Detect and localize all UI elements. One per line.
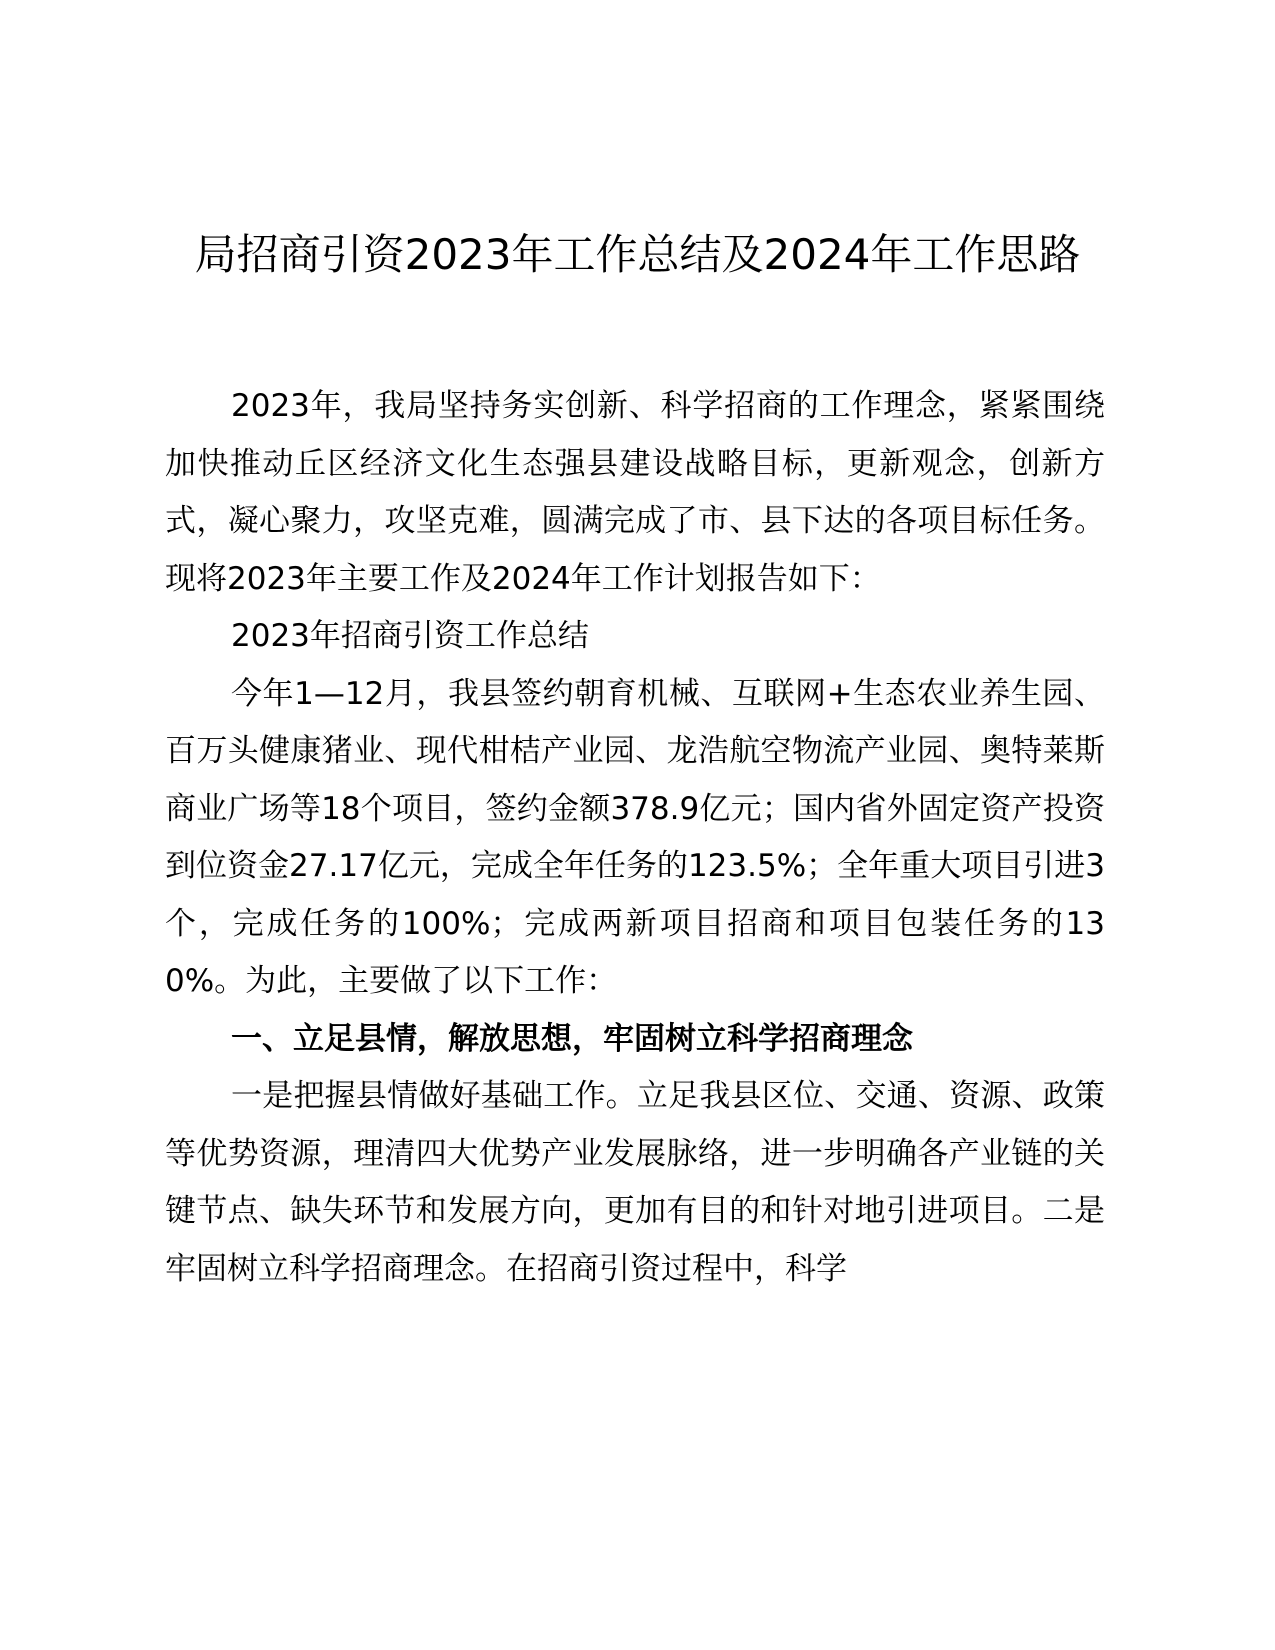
results-paragraph: 今年1—12月，我县签约朝育机械、互联网+生态农业养生园、百万头健康猪业、现代柑桔产业园、龙浩航空物流产业园、奥特莱斯商业广场等18个项目，签约金额378.9亿元；国内省外固定资产投资到位资金27.17亿元，完成全年任务的123.5%；全年重大项目引进3个，完成任务的100%；完成两新项目招商和项目包装任务的130%。为此，主要做了以下工作： — [165, 675, 1105, 999]
section-title-summary: 2023年招商引资工作总结 — [231, 618, 589, 654]
document-title: 局招商引资2023年工作总结及2024年工作思路 — [194, 230, 1081, 279]
document-body — [165, 378, 1105, 1298]
section-1-paragraph: 一是把握县情做好基础工作。立足我县区位、交通、资源、政策等优势资源，理清四大优势产业发展脉络，进一步明确各产业链的关键节点、缺失环节和发展方向，更加有目的和针对地引进项目。二是牢固树立科学招商理念。在招商引资过程中，科学 — [165, 1078, 1105, 1287]
section-heading-1: 一、立足县情，解放思想，牢固树立科学招商理念 — [231, 1020, 913, 1057]
intro-paragraph: 2023年，我局坚持务实创新、科学招商的工作理念，紧紧围绕加快推动丘区经济文化生态强县建设战略目标，更新观念，创新方式，凝心聚力，攻坚克难，圆满完成了市、县下达的各项目标任务。现将2023年主要工作及2024年工作计划报告如下： — [165, 388, 1105, 597]
